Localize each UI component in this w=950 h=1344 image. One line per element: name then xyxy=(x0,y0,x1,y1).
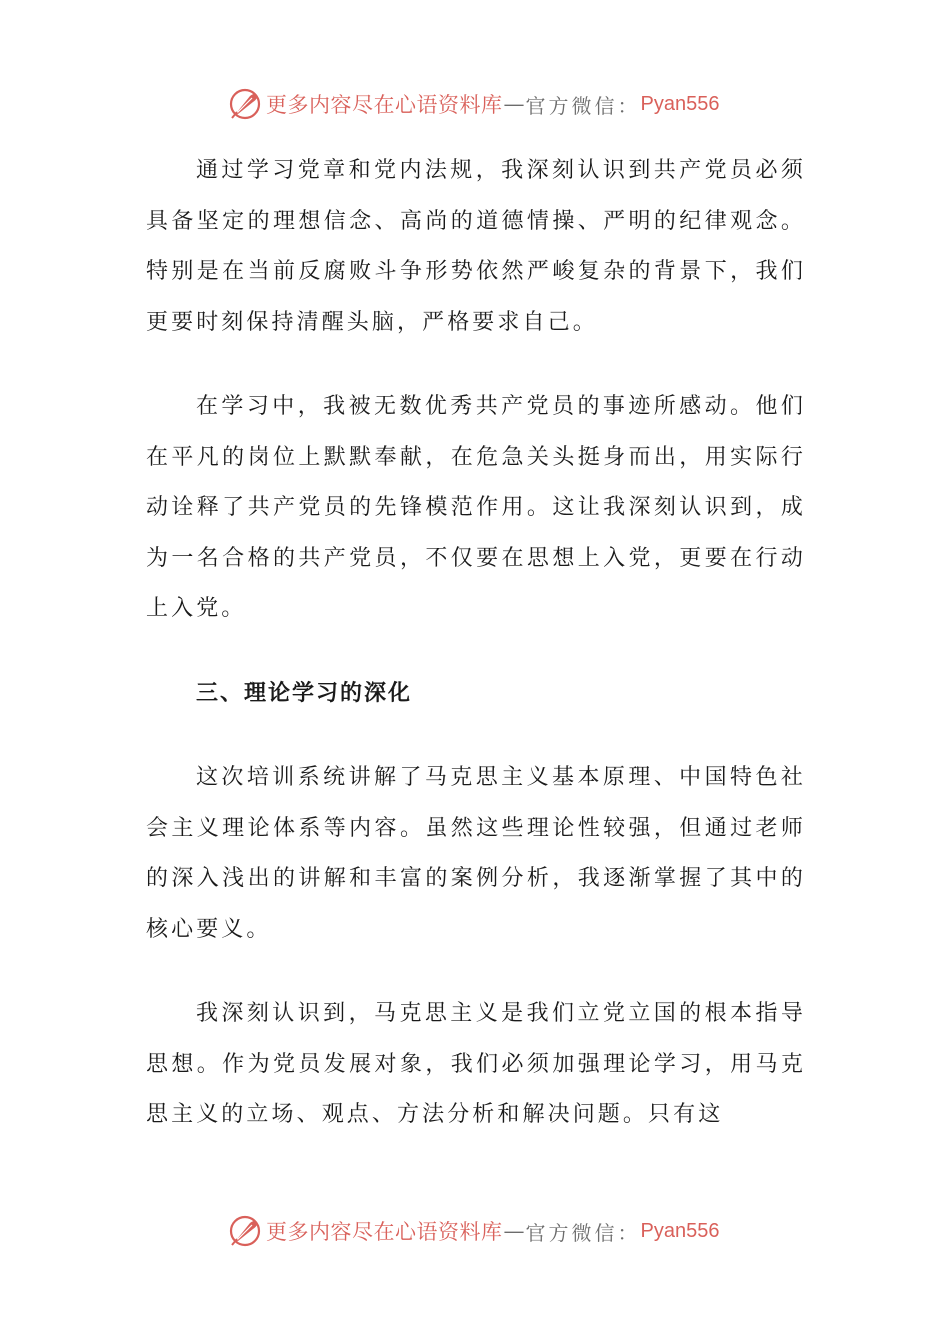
paragraph-gap xyxy=(146,719,806,753)
watermark-dash: — xyxy=(503,1219,525,1243)
watermark-main-text: 更多内容尽在心语资料库 xyxy=(266,1220,503,1244)
watermark-contact-label: 官方微信： xyxy=(525,1220,641,1245)
paragraph-theory-training: 这次培训系统讲解了马克思主义基本原理、中国特色社会主义理论体系等内容。虽然这些理论性较强，但通过老师的深入浅出的讲解和丰富的案例分析，我逐渐掌握了其中的核心要义。 xyxy=(146,765,806,942)
quill-logo-icon xyxy=(228,1214,262,1248)
paragraph-exemplary-members: 在学习中，我被无数优秀共产党员的事迹所感动。他们在平凡的岗位上默默奉献，在危急关头挺身而出，用实际行动诠释了共产党员的先锋模范作用。这让我深刻认识到，成为一名合格的共产党员，不仅要在思想上入党，更要在行动上入党。 xyxy=(146,394,806,621)
footer-watermark-banner xyxy=(228,1211,719,1251)
header-watermark-banner xyxy=(228,84,719,124)
watermark-dash: — xyxy=(503,92,525,116)
paragraph-gap xyxy=(146,348,806,382)
paragraph-marxism-guidance: 我深刻认识到，马克思主义是我们立党立国的根本指导思想。作为党员发展对象，我们必须加强理论学习，用马克思主义的立场、观点、方法分析和解决问题。只有这 xyxy=(146,1001,806,1127)
section-heading: 三、理论学习的深化 xyxy=(196,680,413,706)
watermark-contact-id: Pyan556 xyxy=(640,1219,720,1242)
paragraph-party-rules: 通过学习党章和党内法规，我深刻认识到共产党员必须具备坚定的理想信念、高尚的道德情操、严明的纪律观念。特别是在当前反腐败斗争形势依然严峻复杂的背景下，我们更要时刻保持清醒头脑，严格要求自己。 xyxy=(146,158,806,335)
paragraph-gap xyxy=(146,635,806,669)
document-body xyxy=(146,146,806,1141)
quill-logo-icon xyxy=(228,87,262,121)
watermark-contact-id: Pyan556 xyxy=(640,92,720,115)
paragraph-gap xyxy=(146,955,806,989)
watermark-contact-label: 官方微信： xyxy=(525,93,641,118)
watermark-main-text: 更多内容尽在心语资料库 xyxy=(266,93,503,117)
